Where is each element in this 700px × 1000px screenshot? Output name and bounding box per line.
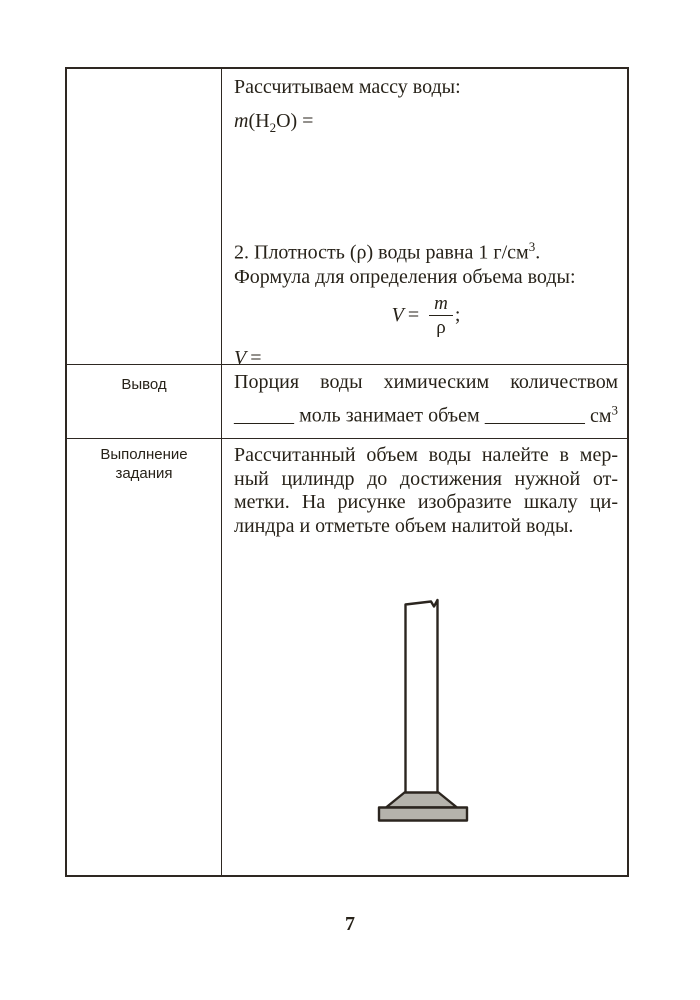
volume-var: V: [234, 346, 247, 369]
mass-subscript: 2: [269, 120, 277, 135]
density-superscript: 3: [528, 239, 536, 254]
page-number: 7: [345, 913, 355, 935]
task-line-2: ный цилиндр до достижения нужной от-: [234, 467, 618, 490]
task-label-line-1: Выполнение: [100, 446, 188, 463]
unit-superscript: 3: [611, 402, 618, 418]
cylinder-base-plate: [379, 808, 467, 821]
conclusion-label: Вывод: [121, 376, 167, 393]
calc-label-cell: [67, 69, 222, 365]
cylinder-foot: [386, 793, 457, 808]
task-label-line-2: задания: [115, 465, 173, 482]
fraction-denominator: ρ: [436, 316, 446, 338]
task-line-1: Рассчитанный объем воды налейте в мер-: [234, 444, 618, 466]
measuring-cylinder-svg: [377, 596, 469, 824]
volume-equals: =: [250, 346, 262, 369]
mass-close: O) =: [276, 110, 314, 132]
unit-text: [589, 402, 618, 427]
amount-blank: ______: [234, 405, 294, 427]
conclusion-label-cell: [67, 365, 222, 439]
formula-fraction: [429, 293, 453, 338]
density-statement: [234, 235, 618, 265]
formula-semicolon: ;: [454, 304, 461, 327]
formula-intro: Формула для определения объема воды:: [234, 265, 576, 288]
conclusion-line-2: [234, 402, 618, 428]
mass-var: m: [234, 110, 249, 132]
volume-blank: __________: [484, 405, 585, 427]
formula-equals: =: [407, 304, 420, 327]
task-label-cell: [67, 439, 222, 875]
task-line-3: метки. На рисунке изобразите шкалу ци-: [234, 491, 618, 513]
mass-calc-heading: Рассчитываем массу воды:: [234, 76, 461, 98]
fraction-numerator: m: [429, 293, 453, 316]
volume-formula: [234, 293, 618, 338]
measuring-cylinder-figure: [377, 596, 469, 824]
worksheet-table: [65, 67, 629, 877]
conclusion-line-1: Порция воды химическим количеством: [234, 371, 618, 393]
mass-expression: [234, 109, 618, 140]
density-period: .: [535, 241, 541, 264]
calc-content-cell: [222, 69, 627, 369]
conclusion-content-cell: [222, 365, 627, 439]
unit-cm: см: [589, 405, 612, 427]
mass-open: (H: [248, 110, 270, 132]
formula-lhs: V: [391, 304, 404, 327]
conclusion-mid-text: моль занимает объем: [299, 405, 480, 427]
cylinder-body: [406, 600, 438, 793]
density-text: 2. Плотность (ρ) воды равна 1 г/см: [234, 241, 529, 264]
task-line-4: линдра и отметьте объем налитой воды.: [234, 514, 574, 537]
